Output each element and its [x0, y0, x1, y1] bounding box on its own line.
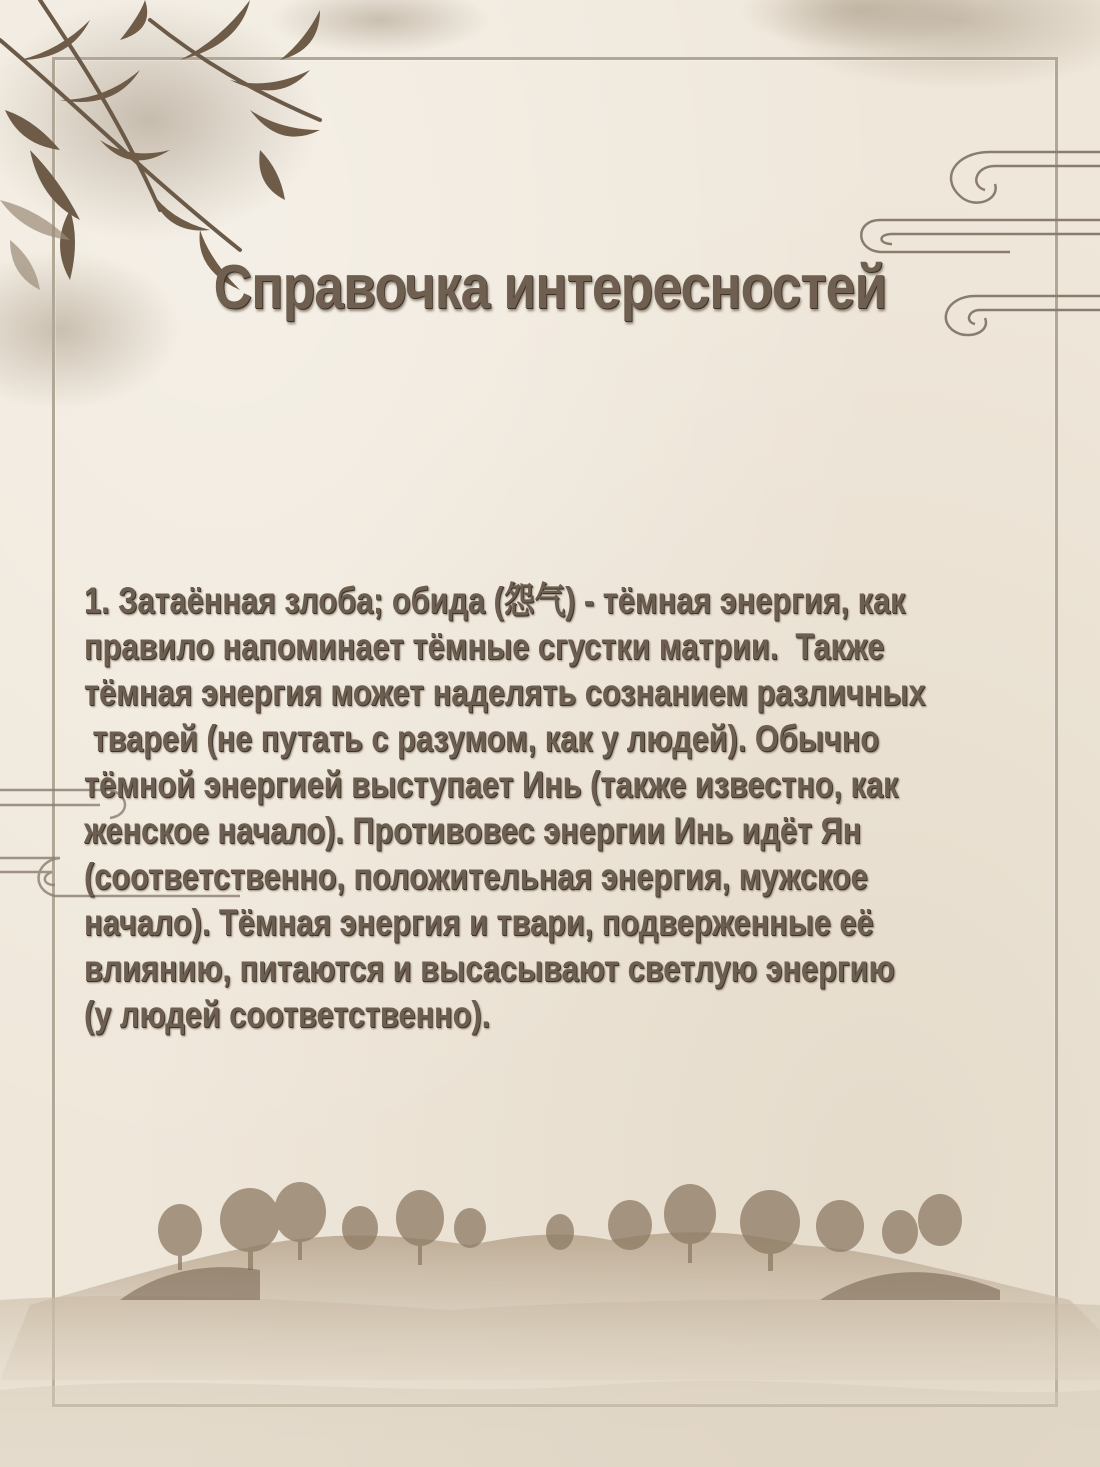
paragraph-line: тварей (не путать с разумом, как у людей). Обычно [84, 718, 880, 759]
paragraph-line: начало). Тёмная энергия и твари, подверженные её [84, 902, 874, 943]
paragraph-line: влиянию, питаются и высасывают светлую энергию [84, 948, 895, 989]
paragraph-line: (соответственно, положительная энергия, мужское [84, 856, 868, 897]
paragraph-line: женское начало). Противовес энергии Инь идёт Ян [84, 810, 862, 851]
paragraph-line: (у людей соответственно). [84, 994, 491, 1035]
paragraph-line: правило напоминает тёмные сгустки матрии. Также [84, 626, 885, 667]
page-title: Справочка интересностей [213, 253, 887, 322]
paragraph-line: 1. Затаённая злоба; обида (怨气) - тёмная энергия, как [84, 580, 906, 621]
paragraph-line: тёмная энергия может наделять сознанием различных [84, 672, 926, 713]
paragraph-line: тёмной энергией выступает Инь (также известно, как [84, 764, 899, 805]
